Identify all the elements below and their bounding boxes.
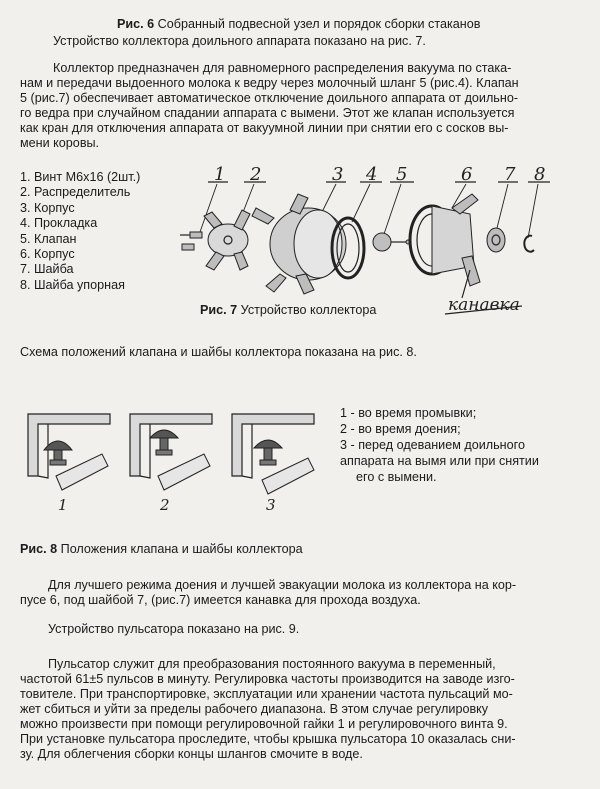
distributor-icon <box>204 210 250 270</box>
parts-list-item: 5. Клапан <box>20 231 77 246</box>
valve-position-2 <box>130 414 212 490</box>
collector-paragraph-line: как кран для отключения аппарата от вакуумной линии при снятии его с сосков вы- <box>20 121 509 135</box>
part-number-label: 2 <box>250 164 262 185</box>
groove-paragraph-line: Для лучшего режима доения и лучшей эвакуации молока из коллектора на кор- <box>48 578 517 592</box>
valve-icon <box>373 233 410 251</box>
positions-legend <box>340 405 539 485</box>
valve-positions-drawing <box>22 410 332 515</box>
groove-paragraph-line: пусе 6, под шайбой 7, (рис.7) имеется канавка для прохода воздуха. <box>20 593 421 607</box>
screw-icon <box>180 232 202 250</box>
position-number: 3 <box>266 496 276 514</box>
fig7-caption-label: Рис. 7 <box>200 303 238 317</box>
part-number-label: 4 <box>366 164 378 185</box>
leader-lines <box>200 184 538 238</box>
legend-line: 1 - во время промывки; <box>340 406 477 420</box>
collector-paragraph-line: мени коровы. <box>20 136 100 150</box>
valve-position-3 <box>232 414 314 494</box>
part-number-label: 8 <box>534 164 546 185</box>
part-number-label: 6 <box>461 164 473 185</box>
pulsator-paragraph-line: жет сбиться и уйти за пределы рабочего диапазона. В этом случае регулировку <box>20 702 489 716</box>
fig8-caption-label: Рис. 8 <box>20 542 58 556</box>
parts-list-item: 3. Корпус <box>20 200 75 215</box>
collector-paragraph-line: го ведра при случайном спадании аппарата с вымени. Этот же клапан используется <box>20 106 515 120</box>
legend-line: его с вымени. <box>356 470 437 484</box>
legend-line: 2 - во время доения; <box>340 422 461 436</box>
legend-line: 3 - перед одеванием доильного <box>340 438 525 452</box>
collector-paragraph-line: 5 (рис.7) обеспечивает автоматическое отключение доильного аппарата от доильно- <box>20 91 519 105</box>
scheme-line: Схема положений клапана и шайбы коллектора показана на рис. 8. <box>20 345 417 359</box>
pulsator-line: Устройство пульсатора показано на рис. 9. <box>48 622 300 636</box>
pulsator-paragraph-line: зу. Для облегчения сборки концы шлангов смочите в воде. <box>20 747 363 761</box>
fig7-caption-text: Устройство коллектора <box>237 303 377 317</box>
thrust-washer-icon <box>524 236 534 252</box>
fig8-caption <box>20 542 303 557</box>
groove-leader-line <box>462 270 470 298</box>
collector-paragraph-line: нам и передачи выдоенного молока к ведру через молочный шланг 5 (рис.4). Клапан <box>20 76 519 90</box>
fig6-caption-label: Рис. 6 <box>117 17 155 31</box>
part-number-label: 3 <box>332 164 344 185</box>
collector-exploded-drawing <box>170 158 560 318</box>
valve-position-1 <box>28 414 110 490</box>
parts-list-item: 2. Распределитель <box>20 185 131 200</box>
parts-list-item: 7. Шайба <box>20 262 74 277</box>
groove-label: канавка <box>448 295 520 315</box>
parts-list <box>20 170 140 293</box>
fig7-caption <box>200 303 376 318</box>
parts-list-item: 6. Корпус <box>20 247 75 262</box>
pulsator-paragraph-line: частотой 61±5 пульсов в минуту. Регулировка частоты производится на заводе изго- <box>20 672 515 686</box>
position-number: 2 <box>160 496 170 514</box>
gasket-icon <box>332 218 364 278</box>
parts-list-item: 8. Шайба упорная <box>20 277 125 292</box>
part-number-label: 7 <box>504 164 516 185</box>
position-number: 1 <box>58 496 68 514</box>
parts-list-item: 1. Винт М6х16 (2шт.) <box>20 170 141 184</box>
part-number-label: 5 <box>396 164 408 185</box>
fig6-caption-text: Собранный подвесной узел и порядок сборки стаканов <box>154 17 481 31</box>
pulsator-paragraph-line: товителе. При транспортировке, эксплуатации или хранении частота пульсаций мо- <box>20 687 513 701</box>
collector-paragraph-line: Коллектор предназначен для равномерного распределения вакуума по стака- <box>53 61 512 75</box>
parts-list-item: 4. Прокладка <box>20 216 98 231</box>
pulsator-paragraph-line: можно произвести при помощи регулировочной гайки 1 и регулировочного винта 9. <box>20 717 508 731</box>
fig8-caption-text: Положения клапана и шайбы коллектора <box>57 542 303 556</box>
pulsator-paragraph-line: Пульсатор служит для преобразования постоянного вакуума в переменный, <box>48 657 496 671</box>
part-number-label: 1 <box>214 164 226 185</box>
fig6-caption <box>117 17 480 32</box>
pulsator-paragraph-line: При установке пульсатора проследите, чтобы крышка пульсатора 10 оказалась сни- <box>20 732 516 746</box>
legend-line: аппарата на вымя или при снятии <box>340 454 539 468</box>
intro-line: Устройство коллектора доильного аппарата показано на рис. 7. <box>53 34 426 48</box>
washer-icon <box>487 228 505 252</box>
